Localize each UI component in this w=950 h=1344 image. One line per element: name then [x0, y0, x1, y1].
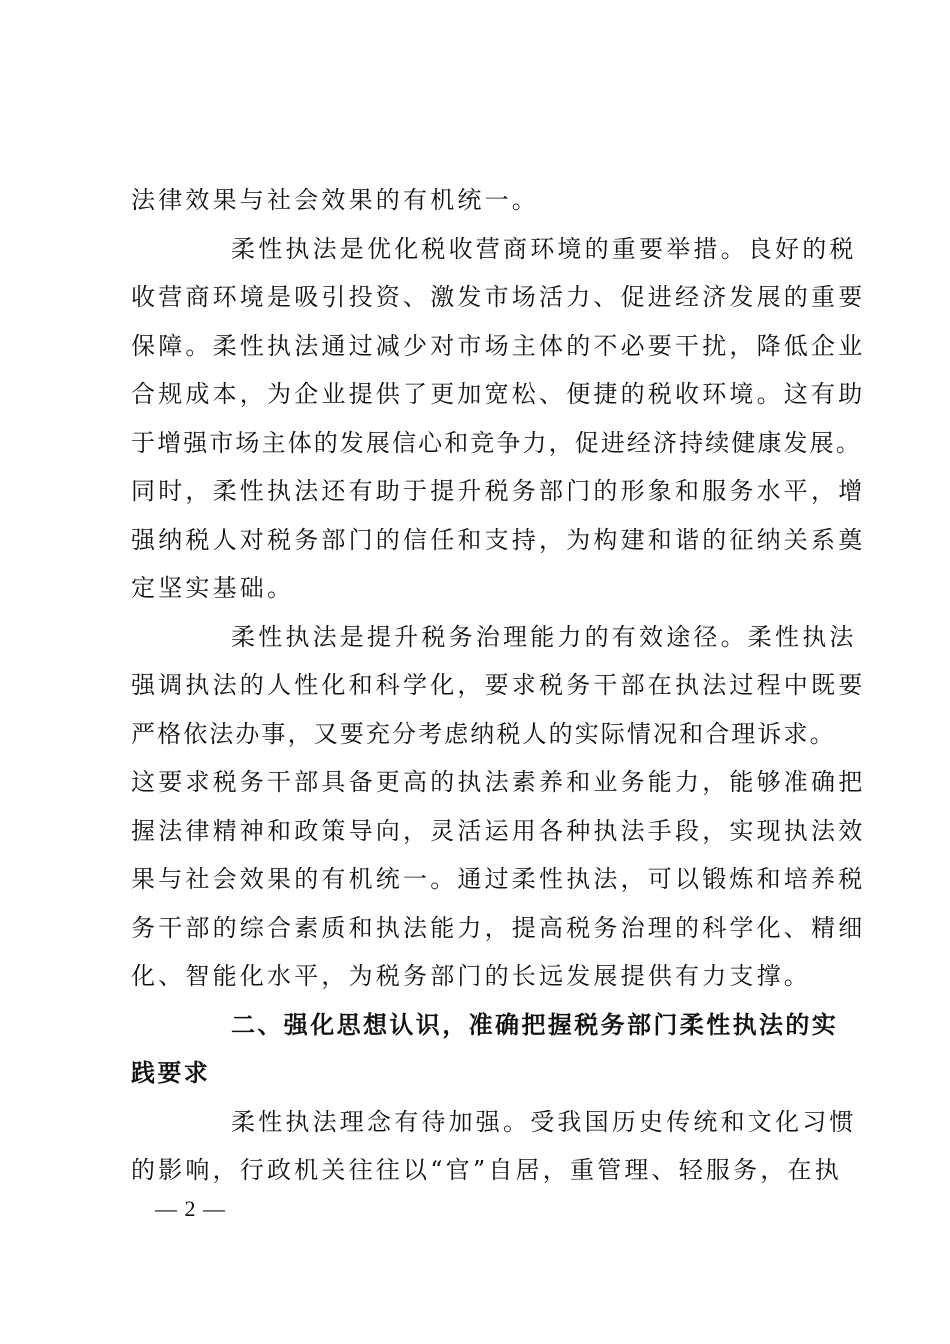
paragraph-first-line: 柔性执法理念有待加强。受我国历史传统和文化习惯	[231, 1107, 857, 1136]
text-line: 定坚实基础。	[131, 574, 295, 602]
body-text	[131, 176, 866, 1195]
text-line: 严格依法办事，又要充分考虑纳税人的实际情况和合理诉求。	[131, 719, 836, 748]
paragraph-first-line: 柔性执法是优化税收营商环境的重要举措。良好的税	[231, 234, 857, 263]
text-line: 收营商环境是吸引投资、激发市场活力、促进经济发展的重要	[131, 283, 866, 311]
text-line: 务干部的综合素质和执法能力，提高税务治理的科学化、精细	[131, 913, 866, 942]
text-line: 的影响，行政机关往往以“官”自居，重管理、轻服务，在执	[131, 1156, 842, 1184]
text-line: 这要求税务干部具备更高的执法素养和业务能力，能够准确把	[131, 768, 866, 796]
section-heading-continued: 践要求	[131, 1059, 211, 1087]
text-line: 法律效果与社会效果的有机统一。	[131, 186, 539, 214]
page-number: — 2 —	[155, 1196, 226, 1221]
paragraph-first-line: 柔性执法是提升税务治理能力的有效途径。柔性执法	[231, 622, 857, 651]
text-line: 于增强市场主体的发展信心和竞争力，促进经济持续健康发展。	[131, 428, 862, 457]
text-line: 保障。柔性执法通过减少对市场主体的不必要干扰，降低企业	[131, 331, 866, 360]
text-line: 强调执法的人性化和科学化，要求税务干部在执法过程中既要	[131, 671, 866, 699]
text-line: 合规成本，为企业提供了更加宽松、便捷的税收环境。这有助	[131, 380, 866, 408]
section-heading: 二、强化思想认识，准确把握税务部门柔性执法的实	[231, 1010, 839, 1039]
text-line: 化、智能化水平，为税务部门的长远发展提供有力支撑。	[131, 962, 811, 990]
text-line: 同时，柔性执法还有助于提升税务部门的形象和服务水平，增	[131, 477, 866, 505]
text-line: 果与社会效果的有机统一。通过柔性执法，可以锻炼和培养税	[131, 865, 866, 893]
text-line: 强纳税人对税务部门的信任和支持，为构建和谐的征纳关系奠	[131, 525, 866, 554]
text-line: 握法律精神和政策导向，灵活运用各种执法手段，实现执法效	[131, 816, 866, 845]
